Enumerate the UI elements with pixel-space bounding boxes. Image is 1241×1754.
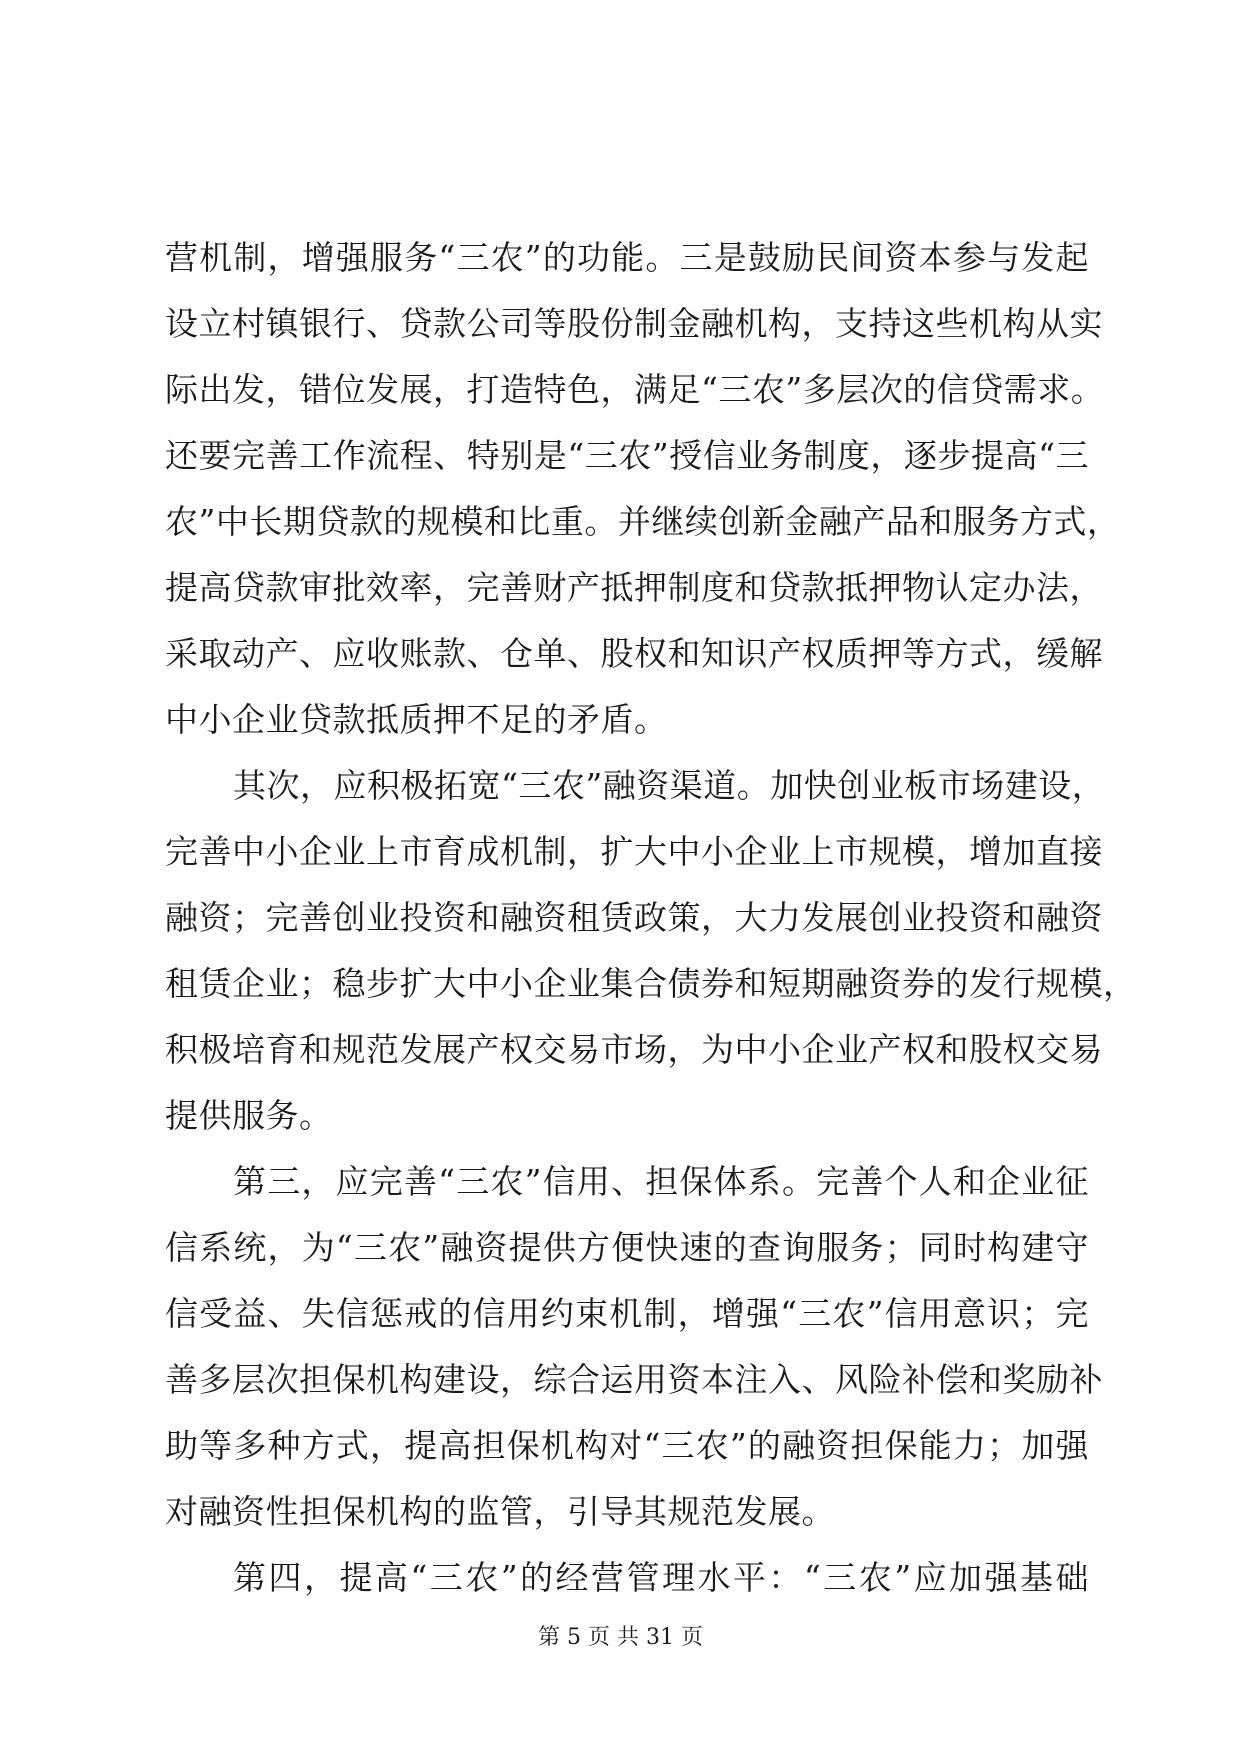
body-line: 采取动产、应收账款、仓单、股权和知识产权质押等方式，缓解 [165, 634, 1103, 673]
body-line: 对融资性担保机构的监管，引导其规范发展。 [165, 1492, 835, 1531]
body-line: 提高贷款审批效率，完善财产抵押制度和贷款抵押物认定办法， [165, 568, 1103, 607]
body-line: 提供服务。 [165, 1096, 333, 1135]
body-line: 设立村镇银行、贷款公司等股份制金融机构，支持这些机构从实 [165, 304, 1103, 343]
page-footer: 第 5 页 共 31 页 [538, 1625, 703, 1650]
body-line: 营机制，增强服务“三农”的功能。三是鼓励民间资本参与发起 [165, 238, 1089, 277]
body-line: 信受益、失信惩戒的信用约束机制，增强“三农”信用意识；完 [165, 1294, 1089, 1333]
paragraph-start-line: 其次，应积极拓宽“三农”融资渠道。加快创业板市场建设， [233, 766, 1106, 805]
body-line: 完善中小企业上市育成机制，扩大中小企业上市规模，增加直接 [165, 832, 1103, 871]
body-line: 信系统，为“三农”融资提供方便快速的查询服务；同时构建守 [165, 1228, 1089, 1267]
body-line: 际出发，错位发展，打造特色，满足“三农”多层次的信贷需求。 [165, 370, 1105, 409]
paragraph-start-line: 第四，提高“三农”的经营管理水平：“三农”应加强基础 [233, 1558, 1089, 1597]
body-line: 善多层次担保机构建设，综合运用资本注入、风险补偿和奖励补 [165, 1360, 1103, 1399]
body-line: 租赁企业；稳步扩大中小企业集合债券和短期融资券的发行规模， [165, 964, 1137, 1003]
body-line: 农”中长期贷款的规模和比重。并继续创新金融产品和服务方式， [165, 502, 1121, 541]
body-line: 积极培育和规范发展产权交易市场，为中小企业产权和股权交易 [165, 1030, 1103, 1069]
body-line: 还要完善工作流程、特别是“三农”授信业务制度，逐步提高“三 [165, 436, 1089, 475]
body-line: 中小企业贷款抵质押不足的矛盾。 [165, 700, 668, 739]
body-line: 助等多种方式，提高担保机构对“三农”的融资担保能力；加强 [165, 1426, 1089, 1465]
body-line: 融资；完善创业投资和融资租赁政策，大力发展创业投资和融资 [165, 898, 1103, 937]
paragraph-start-line: 第三，应完善“三农”信用、担保体系。完善个人和企业征 [233, 1162, 1089, 1201]
